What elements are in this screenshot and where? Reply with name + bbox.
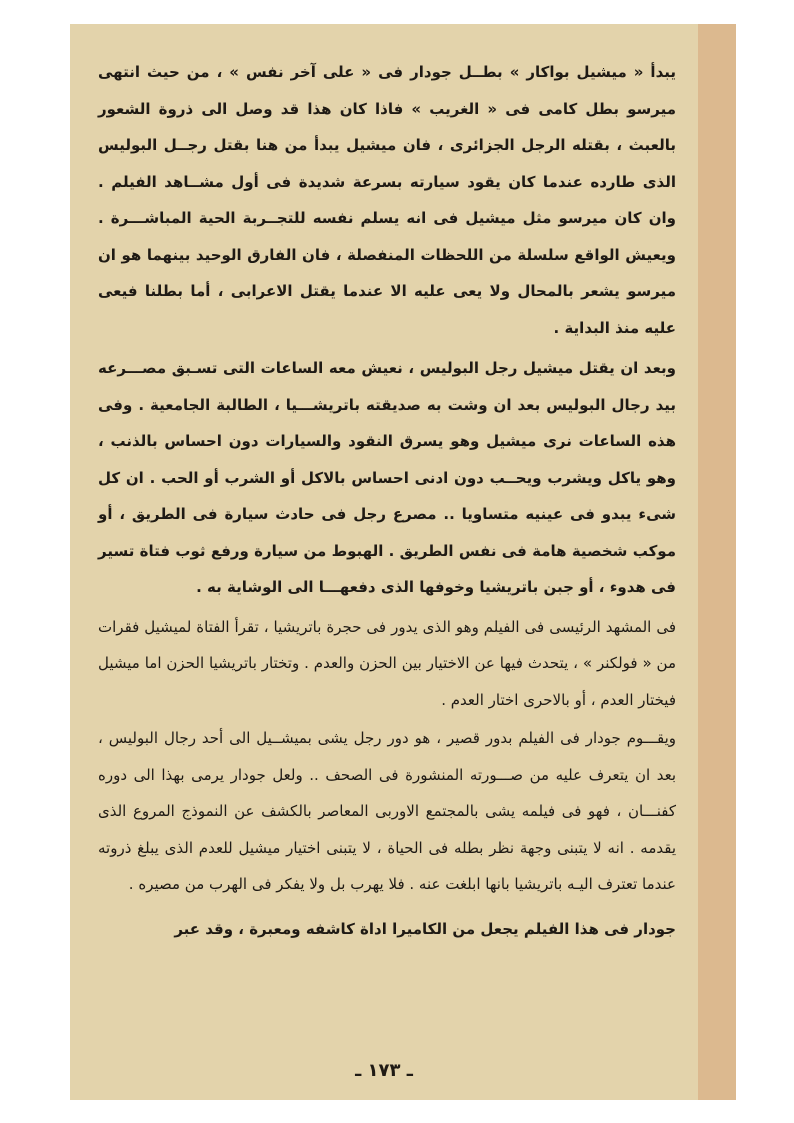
paragraph-5: جودار فى هذا الفيلم يجعل من الكاميرا اداة كاشفه ومعبرة ، وقد عبر bbox=[174, 919, 676, 938]
paragraph-2: وبعد ان يقتل ميشيل رجل البوليس ، نعيش معه الساعات التى تسـبق مصـــرعه بيد رجال البوليس بعد ان وشت به صديقته باتريشـــيا ، الطالبة الجامعية . وفى هذه الساعات نرى ميشيل وهو يسرق النقود والسيارات دون احساس بالذنب ، وهو ياكل ويشرب ويحــب دون ادنى احساس بالاكل أو الشرب أو الحب . ان كل شىء يبدو فى عينيه متساويا .. مصرع رجل فى حادث سيارة فى الطريق ، أو موكب شخصية هامة فى نفس الطريق . الهبوط من سيارة ورفع ثوب فتاة تسير فى هدوء ، أو جبن باتريشيا وخوفها الذى دفعهـــا الى الوشاية به . bbox=[98, 359, 676, 596]
book-page-edge bbox=[698, 24, 736, 1100]
page-number: ـ ١٧٣ ـ bbox=[355, 1060, 413, 1081]
paragraph-1: يبدأ « ميشيل بواكار » بطــل جودار فى « على آخر نفس » ، من حيث انتهى ميرسو بطل كامى فى « الغريب » فاذا كان هذا قد وصل الى ذروة الشعور بالعبث ، بقتله الرجل الجزائرى ، فان ميشيل يبدأ من هنا بقتل رجــل البوليس الذى طارده عندما كان يقود سيارته بسرعة شديدة فى أول مشــاهد الفيلم . وان كان ميرسو مثل ميشيل فى انه يسلم نفسه للتجــربة الحية المباشـــرة . ويعيش الواقع سلسلة من اللحظات المنفصلة ، فان الفارق الوحيد بينهما هو ان ميرسو يشعر بالمحال ولا يعى عليه الا عندما يقتل الاعرابى ، أما بطلنا فيعى عليه منذ البداية . bbox=[98, 63, 676, 337]
paragraph-3: فى المشهد الرئيسى فى الفيلم وهو الذى يدور فى حجرة باتريشيا ، تقرأ الفتاة لميشيل فقرات من « فولكنر » ، يتحدث فيها عن الاختيار بين الحزن والعدم . وتختار باتريشيا الحزن اما ميشيل فيختار العدم ، أو بالاحرى اختار العدم . bbox=[98, 617, 676, 709]
scanned-book-page bbox=[70, 24, 698, 1100]
paragraph-4: ويقـــوم جودار فى الفيلم بدور قصير ، هو دور رجل يشى بميشــيل الى أحد رجال البوليس ، بعد ان يتعرف عليه من صـــورته المنشورة فى الصحف .. ولعل جودار يرمى بهذا الى دوره كفنـــان ، فهو فى فيلمه يشى بالمجتمع الاوربى المعاصر بالكشف عن النموذج المروع الذى يقدمه . انه لا يتبنى وجهة نظر بطله فى الحياة ، لا يتبنى اختيار ميشيل للعدم الذى يبلغ ذروته عندما تعترف اليـه باتريشيا بانها ابلغت عنه . فلا يهرب بل ولا يفكر فى الهرب من مصيره . bbox=[98, 729, 676, 893]
body-text bbox=[98, 54, 676, 947]
